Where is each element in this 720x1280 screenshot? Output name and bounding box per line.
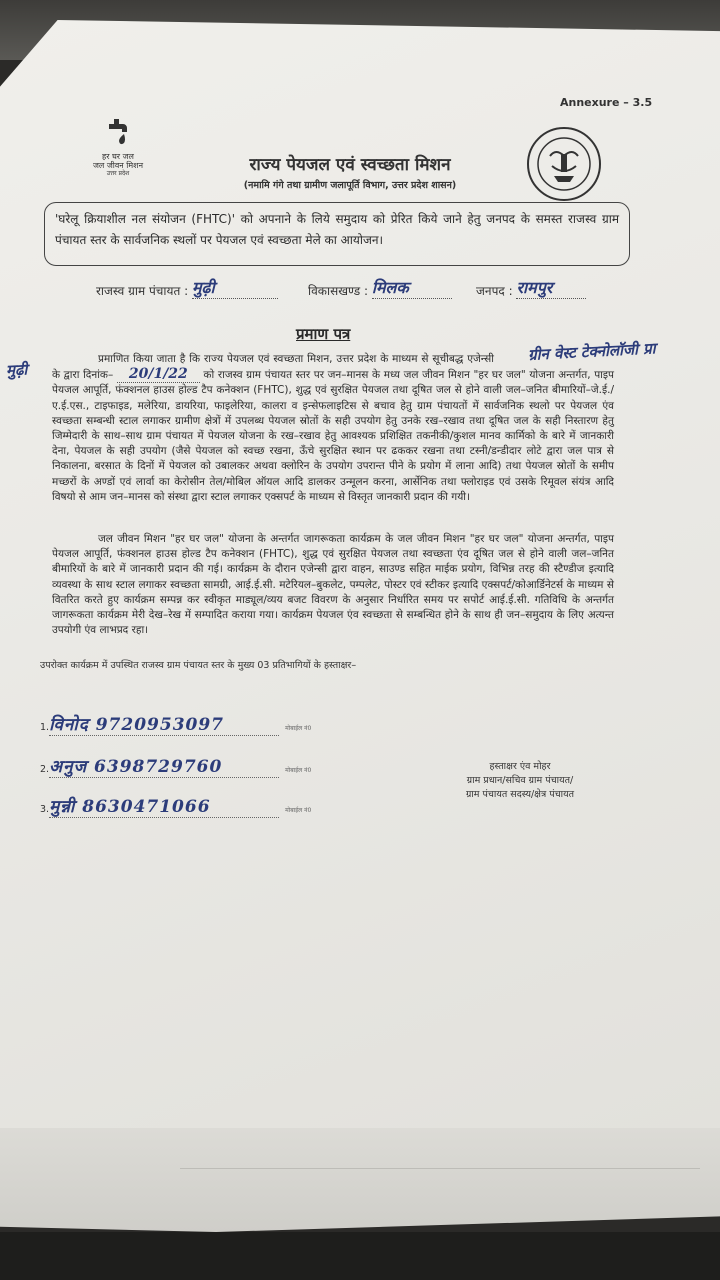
certificate-title: प्रमाण पत्र bbox=[296, 325, 351, 343]
panchayat-value: मुढ़ी bbox=[191, 278, 215, 297]
background-bottom bbox=[0, 1232, 720, 1280]
sign-line-2: ग्राम प्रधान/सचिव ग्राम पंचायत/ bbox=[466, 775, 574, 786]
signature-seal-block bbox=[420, 760, 620, 802]
participant-1-signature: विनोद 9720953097 bbox=[49, 712, 279, 736]
event-description-box: 'घरेलू क्रियाशील नल संयोजन (FHTC)' को अपनाने के लिये समुदाय को प्रेरित किये जाने हेतु जनपद के समस्त राजस्व ग्राम पंचायत स्तर के सार्वजनिक स्थलों पर पेयजल एवं स्वच्छता मेले का आयोजन। bbox=[44, 202, 630, 266]
participant-2-signature: अनुज 6398729760 bbox=[49, 754, 279, 778]
handwritten-agency-name: ग्रीन वेस्ट टेक्नोलॉजी प्रा bbox=[527, 339, 656, 365]
participant-row-1: 1.विनोद 9720953097 मोबाईल नं0 bbox=[40, 712, 311, 736]
logo-text-3: उत्तर प्रदेश bbox=[106, 170, 130, 177]
handwritten-margin-note: मुढ़ी bbox=[5, 360, 28, 380]
certificate-paragraph-1: प्रमाणित किया जाता है कि राज्य पेयजल एवं स्वच्छता मिशन, उत्तर प्रदेश के माध्यम से सूचीबद्ध एजेन्सी के द्वारा दिनांक– 20/1/22 को राजस्व ग्राम पंचायत स्तर पर जन–मानस के मध्य जल जीवन मिशन "हर घर जल" योजना अन्तर्गत, पाइप पेयजल आपूर्ति, फंक्शनल हाउस होल्ड टैप कनेक्शन (FHTC), शुद्ध एवं सुरक्षित पेयजल तथा दूषित जल से होने वाली जल–जनित बीमारियों–जे.ई./ए.ई.एस., टाइफाइड, मलेरिया, डायरिया, फाइलेरिया, कालरा व इन्सेफलाइटिस से बचाव हेतु ग्राम पंचायतों में सार्वजनिक स्थलो पर पेयजल एंव स्वच्छता सम्बन्धी स्टाल लगाकर ग्रामीण क्षेत्रों में उपलब्ध पेयजल स्रोतों के सही उपयोग हेतु उनके रख–रखाव तथा दूषित जल के सही निस्तारण हेतु जिम्मेदारी के साथ–साथ ग्राम पंचायत में पेयजल योजना के रख–रखाव हेतु आवश्यक प्रशिक्षित तकनीकी/कुशल मानव कार्मिको के बारे में जानकारी देना, पेयजल के सही उपयोग (जैसे पेयजल को स्वच्छ रखना, ऊँचे सुरक्षित स्थान पर ढककर रखना तथा टस्नी/डन्डीदार लोटे द्वारा जल पात्र से निकालना, बरसात के दिनों में पेयजल को उबालकर अथवा क्लोरिन के उपयोग उपरान्त पीने के प्रयोग में लाना आदि) तथा पेयजल स्रोतों के समीप मच्छरों के अण्डों एवं लार्वा का केरोसीन तेल/मोबिल ऑयल आदि डालकर उन्मूलन करना, आर्सेनिक तथा फ्लोराइड एवं उसके रिमूवल संयंत्र आदि विषयो से आम जन–मानस को संस्था द्वारा स्टाल लगाकर एक्सपर्ट के माध्यम से विस्तृत जानकारी प्रदान की गयी। bbox=[52, 353, 614, 503]
certificate-paragraph-2: जल जीवन मिशन "हर घर जल" योजना के अन्तर्गत जागरूकता कार्यक्रम के जल जीवन मिशन "हर घर जल" योजना अन्तर्गत, पाइप पेयजल आपूर्ति, फंक्शनल हाउस होल्ड टैप कनेक्शन (FHTC), शुद्ध एवं सुरक्षित पेयजल तथा स्वच्छता एंव दूषित जल से होने वाली जल–जनित बीमारियों के बारे में जानकारी प्रदान की गई। कार्यक्रम के दौरान एजेन्सी द्वारा वाहन, साउण्ड सहित माईक प्रयोग, विभिन्न तरह की स्टैण्डीज इत्यादि व्यवस्था के साथ स्टाल लगाकर स्वच्छता सामग्री, आई.ई.सी. मटेरियल–बुकलेट, पम्पलेट, पोस्टर एवं स्टीकर इत्यादि एक्सपर्ट/कोआर्डिनेटर्स के माध्यम से वितरित करते हुए कार्यक्रम सम्पन्न कर स्वीकृत माड्यूल/व्यय बजट विवरण के अनुसार निर्धारित समय पर सपोर्ट आई.ई.सी. गतिविधि के अन्तर्गत जागरूकता कार्यक्रम मेरी देख–रेख में सम्पादित कराया गया। कार्यक्रम पेयजल एंव स्वच्छता से सम्बन्धित होने के साथ ही जन–समुदाय के लिए अत्यन्त उपयोगी एंव लाभप्रद रहा। bbox=[52, 533, 614, 637]
district-field bbox=[476, 276, 586, 299]
participant-row-3: 3.मुन्नी 8630471066 मोबाईल नं0 bbox=[40, 794, 311, 818]
jal-jeevan-mission-logo bbox=[78, 114, 158, 177]
organization-title: राज्य पेयजल एवं स्वच्छता मिशन bbox=[249, 155, 451, 175]
water-tap-icon bbox=[101, 114, 135, 148]
annexure-label: Annexure – 3.5 bbox=[560, 96, 653, 109]
organization-subtitle: (नमामि गंगे तथा ग्रामीण जलापूर्ति विभाग, उत्तर प्रदेश शासन) bbox=[243, 180, 457, 191]
participant-row-2: 2.अनुज 6398729760 मोबाईल नं0 bbox=[40, 754, 311, 778]
block-value: मिलक bbox=[371, 278, 409, 297]
participants-intro: उपरोक्त कार्यक्रम में उपस्थित राजस्व ग्राम पंचायत स्तर के मुख्य 03 प्रतिभागियों के हस्ताक्षर– bbox=[40, 660, 357, 671]
participant-3-signature: मुन्नी 8630471066 bbox=[49, 794, 279, 818]
panchayat-label: राजस्व ग्राम पंचायत : bbox=[96, 284, 189, 298]
up-government-seal-icon bbox=[526, 126, 602, 202]
block-field bbox=[308, 276, 452, 299]
logo-text-2: जल जीवन मिशन bbox=[92, 161, 144, 170]
sign-line-3: ग्राम पंचायत सदस्य/क्षेत्र पंचायत bbox=[465, 789, 575, 800]
underlying-page bbox=[0, 1128, 720, 1232]
panchayat-field bbox=[96, 276, 278, 299]
district-value: रामपुर bbox=[516, 278, 553, 297]
district-label: जनपद : bbox=[476, 284, 513, 298]
sign-line-1: हस्ताक्षर एंव मोहर bbox=[489, 761, 551, 772]
handwritten-date: 20/1/22 bbox=[117, 366, 200, 383]
logo-text-1: हर घर जल bbox=[102, 152, 134, 161]
block-label: विकासखण्ड : bbox=[308, 284, 369, 298]
